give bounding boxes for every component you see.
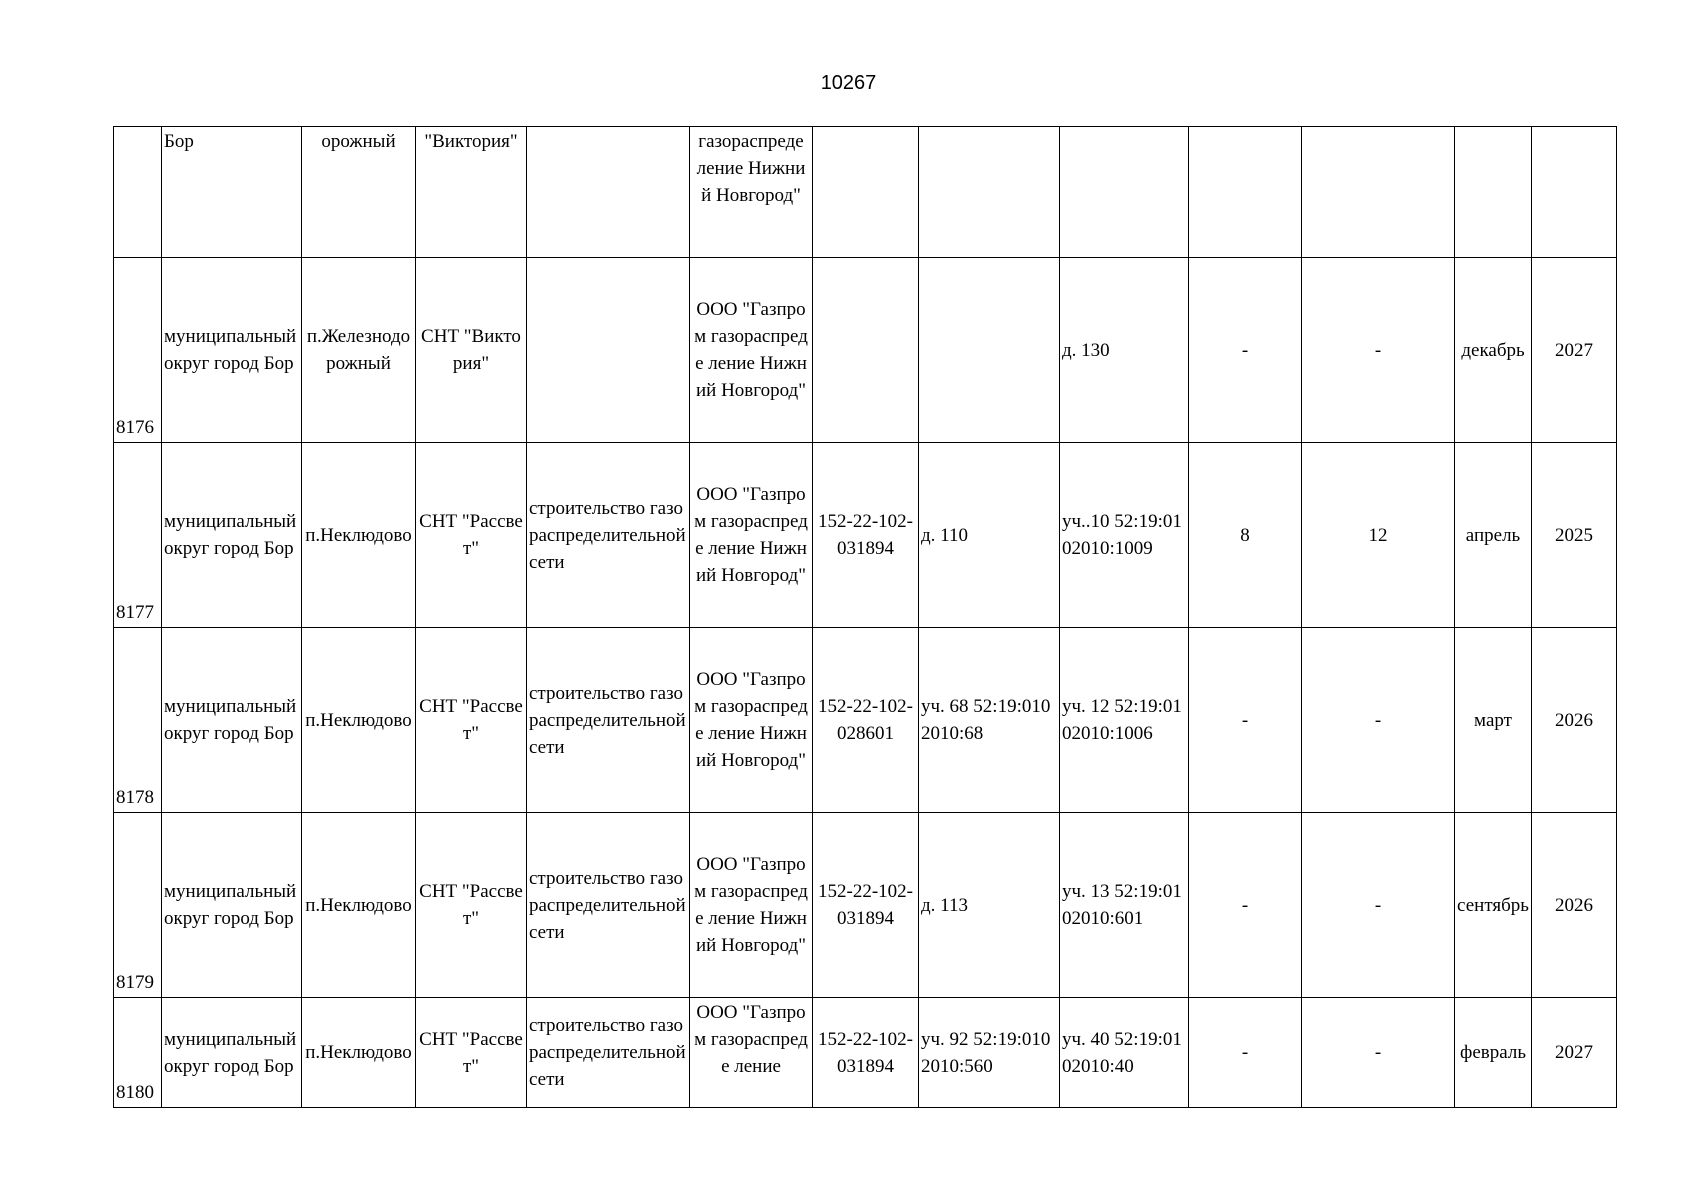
cell-col2: -	[1302, 813, 1455, 998]
cell-organization: ООО "Газпром газораспреде ление Нижний Новгород"	[690, 813, 813, 998]
cell-year: 2026	[1532, 813, 1617, 998]
cell-municipality: Бор	[162, 127, 302, 258]
table-row	[114, 258, 1617, 443]
cell-plot: уч..10 52:19:0102010:1009	[1060, 443, 1189, 628]
cell-settlement: орожный	[302, 127, 416, 258]
cell-plot: уч. 12 52:19:0102010:1006	[1060, 628, 1189, 813]
cell-organization: ООО "Газпром газораспреде ление Нижний Новгород"	[690, 443, 813, 628]
page-number: 10267	[820, 72, 877, 94]
cell-settlement: п.Неклюдово	[302, 628, 416, 813]
table-row	[114, 998, 1617, 1108]
cell-plot: уч. 40 52:19:0102010:40	[1060, 998, 1189, 1108]
table-row	[114, 443, 1617, 628]
cell-house: д. 113	[919, 813, 1060, 998]
cell-tu-number: 152-22-102-031894	[813, 443, 919, 628]
cell-tu-number: 152-22-102-028601	[813, 628, 919, 813]
cell-organization: ООО "Газпром газораспреде ление Нижний Новгород"	[690, 258, 813, 443]
cell-col1: 8	[1189, 443, 1302, 628]
cell-municipality: муниципальный округ город Бор	[162, 443, 302, 628]
cell-col1	[1189, 127, 1302, 258]
cell-object: СНТ "Рассвет"	[416, 628, 527, 813]
cell-col1: -	[1189, 998, 1302, 1108]
cell-col1: -	[1189, 628, 1302, 813]
cell-work: строительство газораспределительной сети	[527, 443, 690, 628]
cell-house	[919, 127, 1060, 258]
cell-num: 8179	[114, 813, 162, 998]
cell-object: СНТ "Рассвет"	[416, 813, 527, 998]
cell-work: строительство газораспределительной сети	[527, 628, 690, 813]
cell-year: 2027	[1532, 258, 1617, 443]
cell-num: 8178	[114, 628, 162, 813]
cell-settlement: п.Неклюдово	[302, 998, 416, 1108]
cell-col2: -	[1302, 258, 1455, 443]
cell-col2	[1302, 127, 1455, 258]
cell-tu-number: 152-22-102-031894	[813, 998, 919, 1108]
cell-municipality: муниципальный округ город Бор	[162, 628, 302, 813]
cell-object: СНТ "Рассвет"	[416, 443, 527, 628]
cell-object: СНТ "Рассвет"	[416, 998, 527, 1108]
cell-col2: -	[1302, 998, 1455, 1108]
cell-col1: -	[1189, 258, 1302, 443]
cell-num: 8180	[114, 998, 162, 1108]
cell-house: уч. 92 52:19:0102010:560	[919, 998, 1060, 1108]
cell-col2: 12	[1302, 443, 1455, 628]
table-row	[114, 813, 1617, 998]
cell-plot: уч. 13 52:19:0102010:601	[1060, 813, 1189, 998]
cell-tu-number	[813, 258, 919, 443]
cell-object: СНТ "Виктория"	[416, 258, 527, 443]
cell-settlement: п.Неклюдово	[302, 443, 416, 628]
cell-house	[919, 258, 1060, 443]
cell-col2: -	[1302, 628, 1455, 813]
cell-plot: д. 130	[1060, 258, 1189, 443]
cell-month	[1455, 127, 1532, 258]
cell-col1: -	[1189, 813, 1302, 998]
cell-month: февраль	[1455, 998, 1532, 1108]
cell-year: 2025	[1532, 443, 1617, 628]
cell-tu-number: 152-22-102-031894	[813, 813, 919, 998]
cell-tu-number	[813, 127, 919, 258]
cell-work	[527, 258, 690, 443]
table-row	[114, 628, 1617, 813]
cell-month: декабрь	[1455, 258, 1532, 443]
cell-num: 8176	[114, 258, 162, 443]
cell-month: апрель	[1455, 443, 1532, 628]
cell-house: д. 110	[919, 443, 1060, 628]
cell-municipality: муниципальный округ город Бор	[162, 258, 302, 443]
table-row	[114, 127, 1617, 258]
cell-year: 2027	[1532, 998, 1617, 1108]
cell-object: "Виктория"	[416, 127, 527, 258]
cell-month: март	[1455, 628, 1532, 813]
cell-num	[114, 127, 162, 258]
cell-year	[1532, 127, 1617, 258]
cell-municipality: муниципальный округ город Бор	[162, 998, 302, 1108]
cell-work: строительство газораспределительной сети	[527, 813, 690, 998]
cell-plot	[1060, 127, 1189, 258]
cell-work	[527, 127, 690, 258]
cell-municipality: муниципальный округ город Бор	[162, 813, 302, 998]
cell-month: сентябрь	[1455, 813, 1532, 998]
cell-organization: ООО "Газпром газораспреде ление	[690, 998, 813, 1108]
cell-num: 8177	[114, 443, 162, 628]
cell-settlement: п.Железнодорожный	[302, 258, 416, 443]
cell-house: уч. 68 52:19:0102010:68	[919, 628, 1060, 813]
cell-work: строительство газораспределительной сети	[527, 998, 690, 1108]
cell-settlement: п.Неклюдово	[302, 813, 416, 998]
registry-table	[113, 126, 1617, 1108]
cell-organization: ООО "Газпром газораспреде ление Нижний Новгород"	[690, 628, 813, 813]
cell-organization: газораспреде ление Нижний Новгород"	[690, 127, 813, 258]
cell-year: 2026	[1532, 628, 1617, 813]
